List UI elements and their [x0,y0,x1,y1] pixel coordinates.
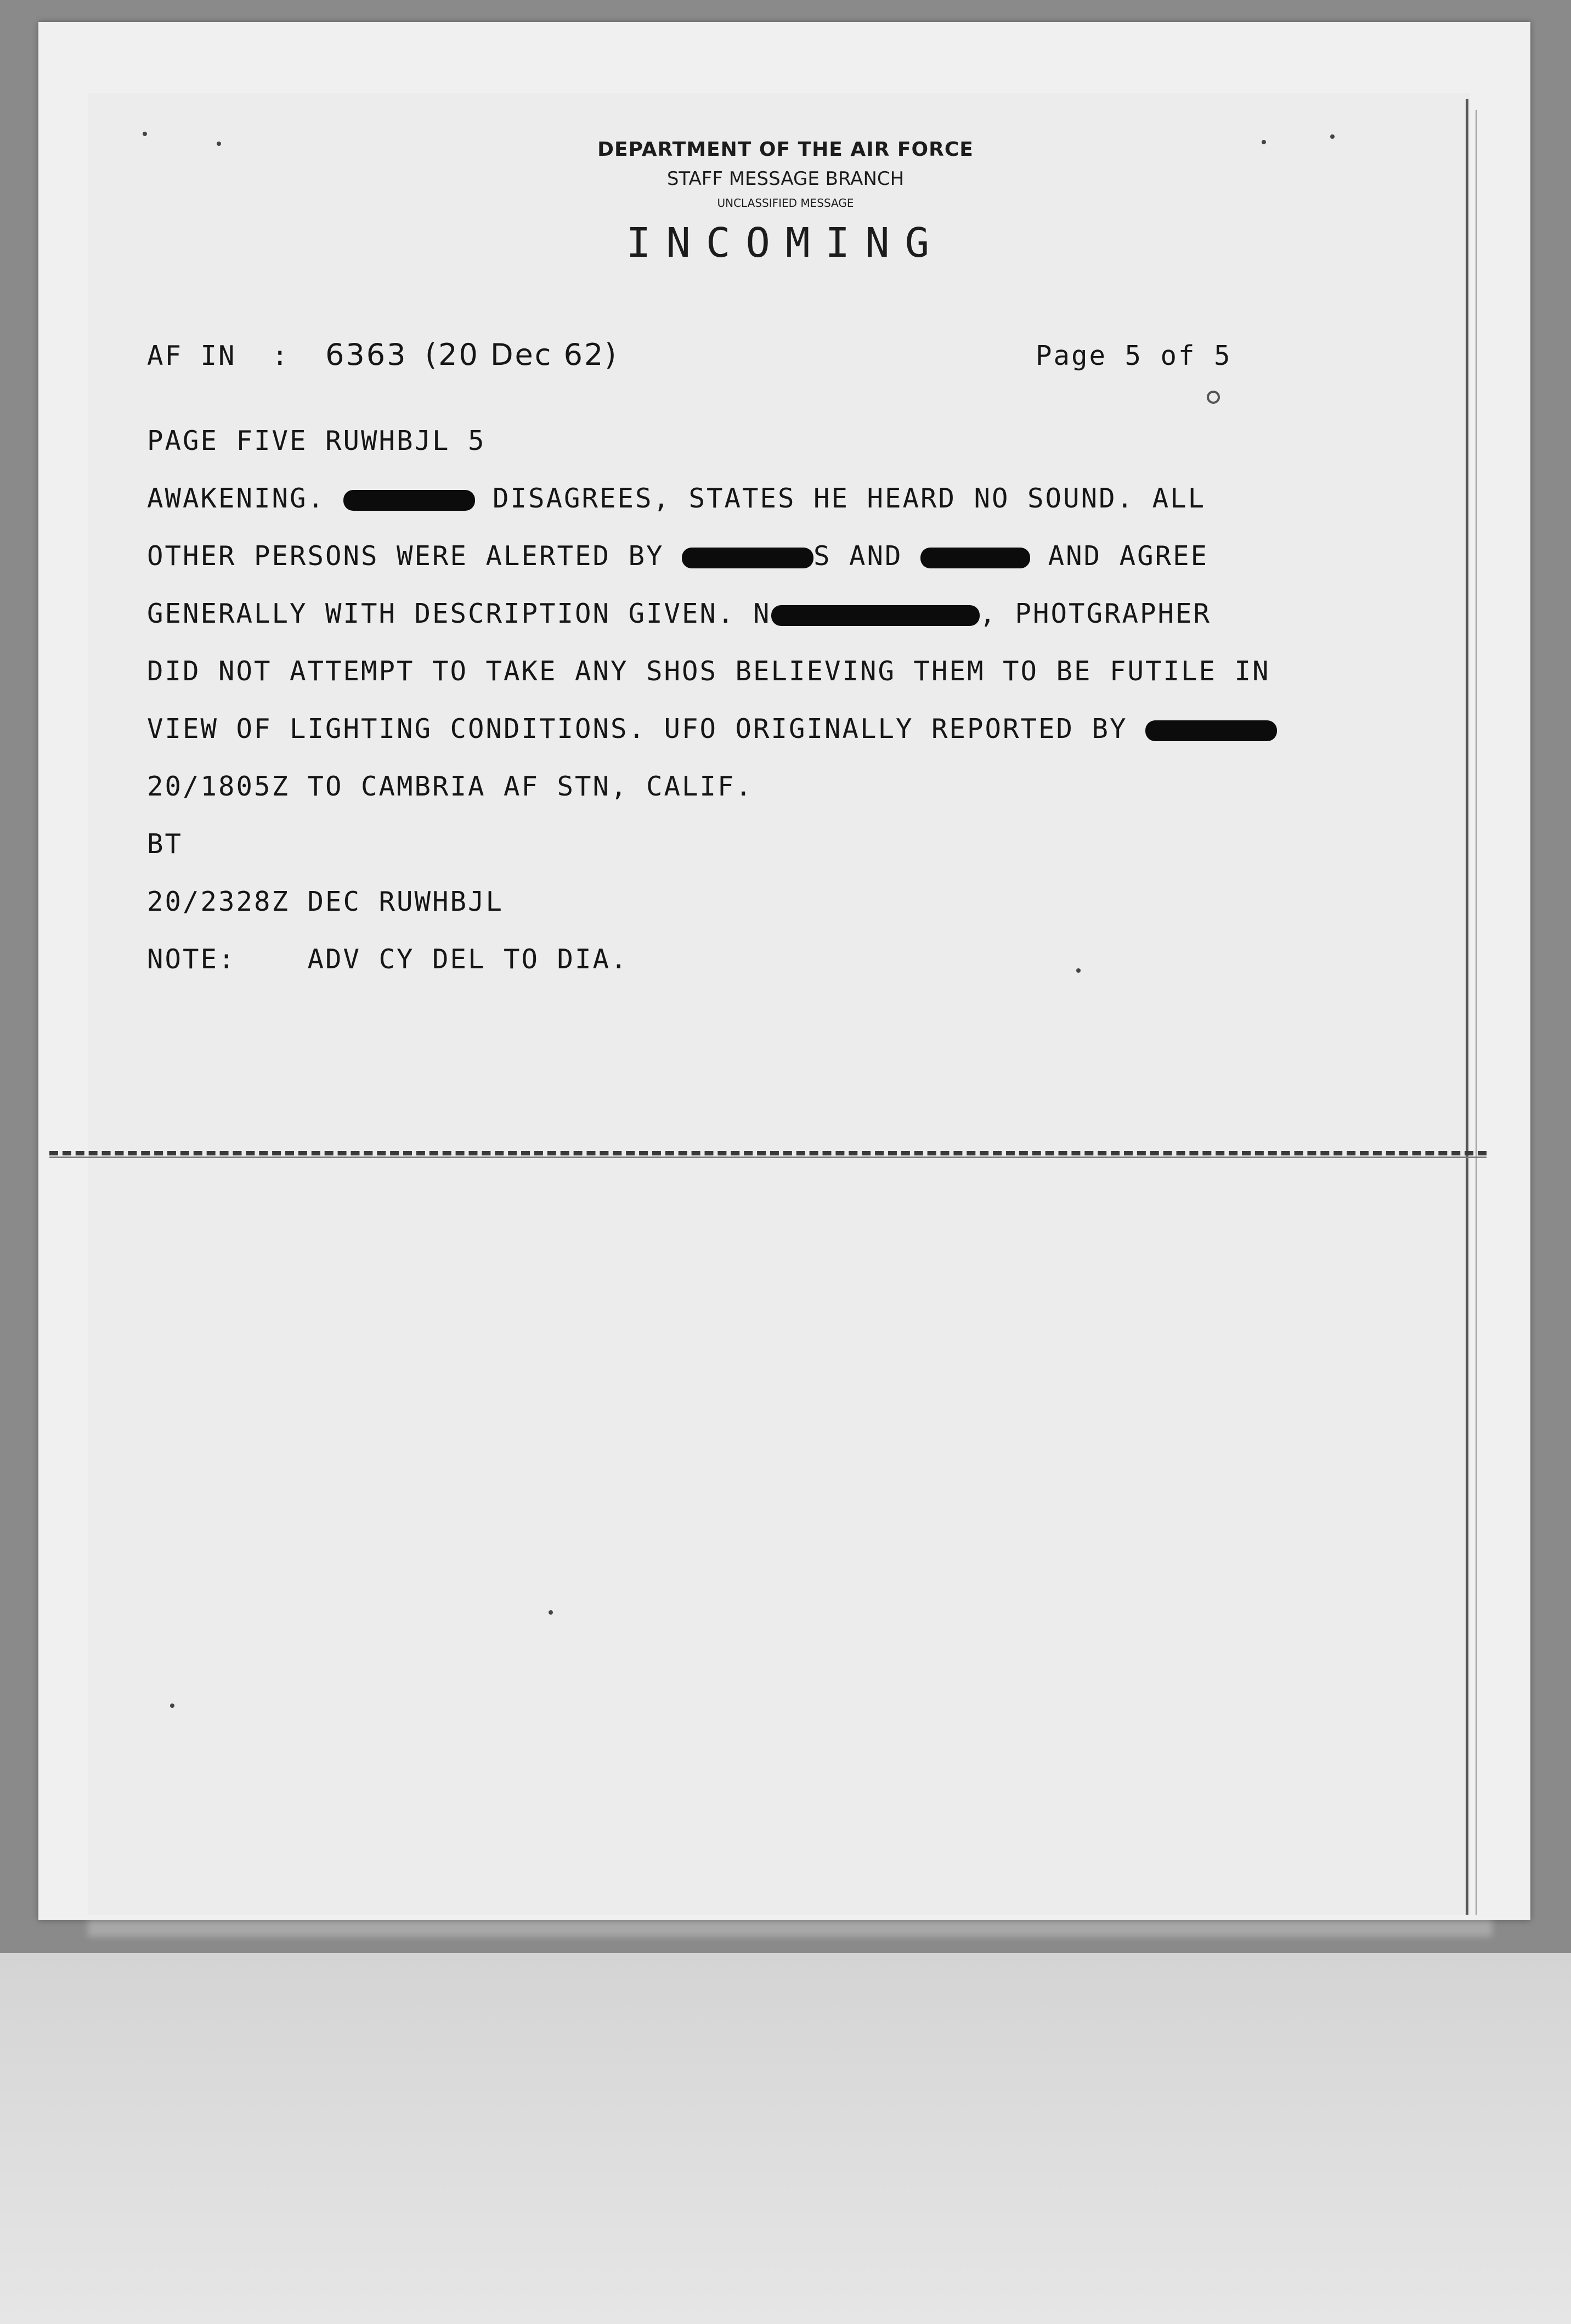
message-text: AWAKENING. [147,483,326,514]
message-text: VIEW OF LIGHTING CONDITIONS. UFO ORIGINALLY REPORTED BY [147,713,1128,744]
speck [1076,968,1081,973]
speck [170,1703,174,1708]
speck [1330,134,1335,139]
message-text: S AND [813,540,903,572]
perforation-line [49,1151,1487,1155]
message-line-3 [147,598,1211,629]
speck [217,142,221,146]
note-line [147,944,629,975]
message-line-8: 20/2328Z DEC RUWHBJL [147,886,504,917]
note-label: NOTE: [147,944,236,975]
message-text: , PHOTGRAPHER [979,598,1212,629]
redaction-mark [771,605,980,626]
page-heading: PAGE FIVE RUWHBJL 5 [147,425,486,456]
message-line-4: DID NOT ATTEMPT TO TAKE ANY SHOS BELIEVING THEM TO BE FUTILE IN [147,656,1270,687]
lower-background [0,1953,1571,2324]
document-title: INCOMING [626,219,945,267]
speck [143,132,147,136]
form-edge-line-secondary [1476,110,1477,1915]
message-text: GENERALLY WITH DESCRIPTION GIVEN. N [147,598,771,629]
form-edge-line [1466,99,1468,1915]
af-in-date: (20 Dec 62) [425,337,618,372]
af-in-separator: : [272,340,290,371]
classification-label: UNCLASSIFIED MESSAGE [717,196,854,210]
af-in-line [147,337,618,372]
redaction-mark [1145,720,1277,741]
department-heading: DEPARTMENT OF THE AIR FORCE [597,138,974,161]
redaction-mark [920,548,1030,568]
note-text: ADV CY DEL TO DIA. [307,944,629,975]
message-line-5 [147,713,1277,744]
message-line-7: BT [147,828,183,860]
message-text: AND AGREE [1048,540,1209,572]
perforation-line-shadow [49,1157,1487,1158]
branch-heading: STAFF MESSAGE BRANCH [666,168,905,190]
punch-mark [1207,391,1220,404]
speck [549,1610,553,1615]
redaction-mark [682,548,813,568]
redaction-mark [343,490,475,511]
speck [1262,140,1266,144]
af-in-label: AF IN [147,340,236,371]
af-in-number: 6363 [325,337,408,372]
message-line-2 [147,540,1208,572]
message-text: DISAGREES, STATES HE HEARD NO SOUND. ALL [493,483,1206,514]
message-text: OTHER PERSONS WERE ALERTED BY [147,540,664,572]
message-line-1 [147,483,1206,514]
message-line-6: 20/1805Z TO CAMBRIA AF STN, CALIF. [147,771,754,802]
page-indicator: Page 5 of 5 [1036,340,1232,371]
